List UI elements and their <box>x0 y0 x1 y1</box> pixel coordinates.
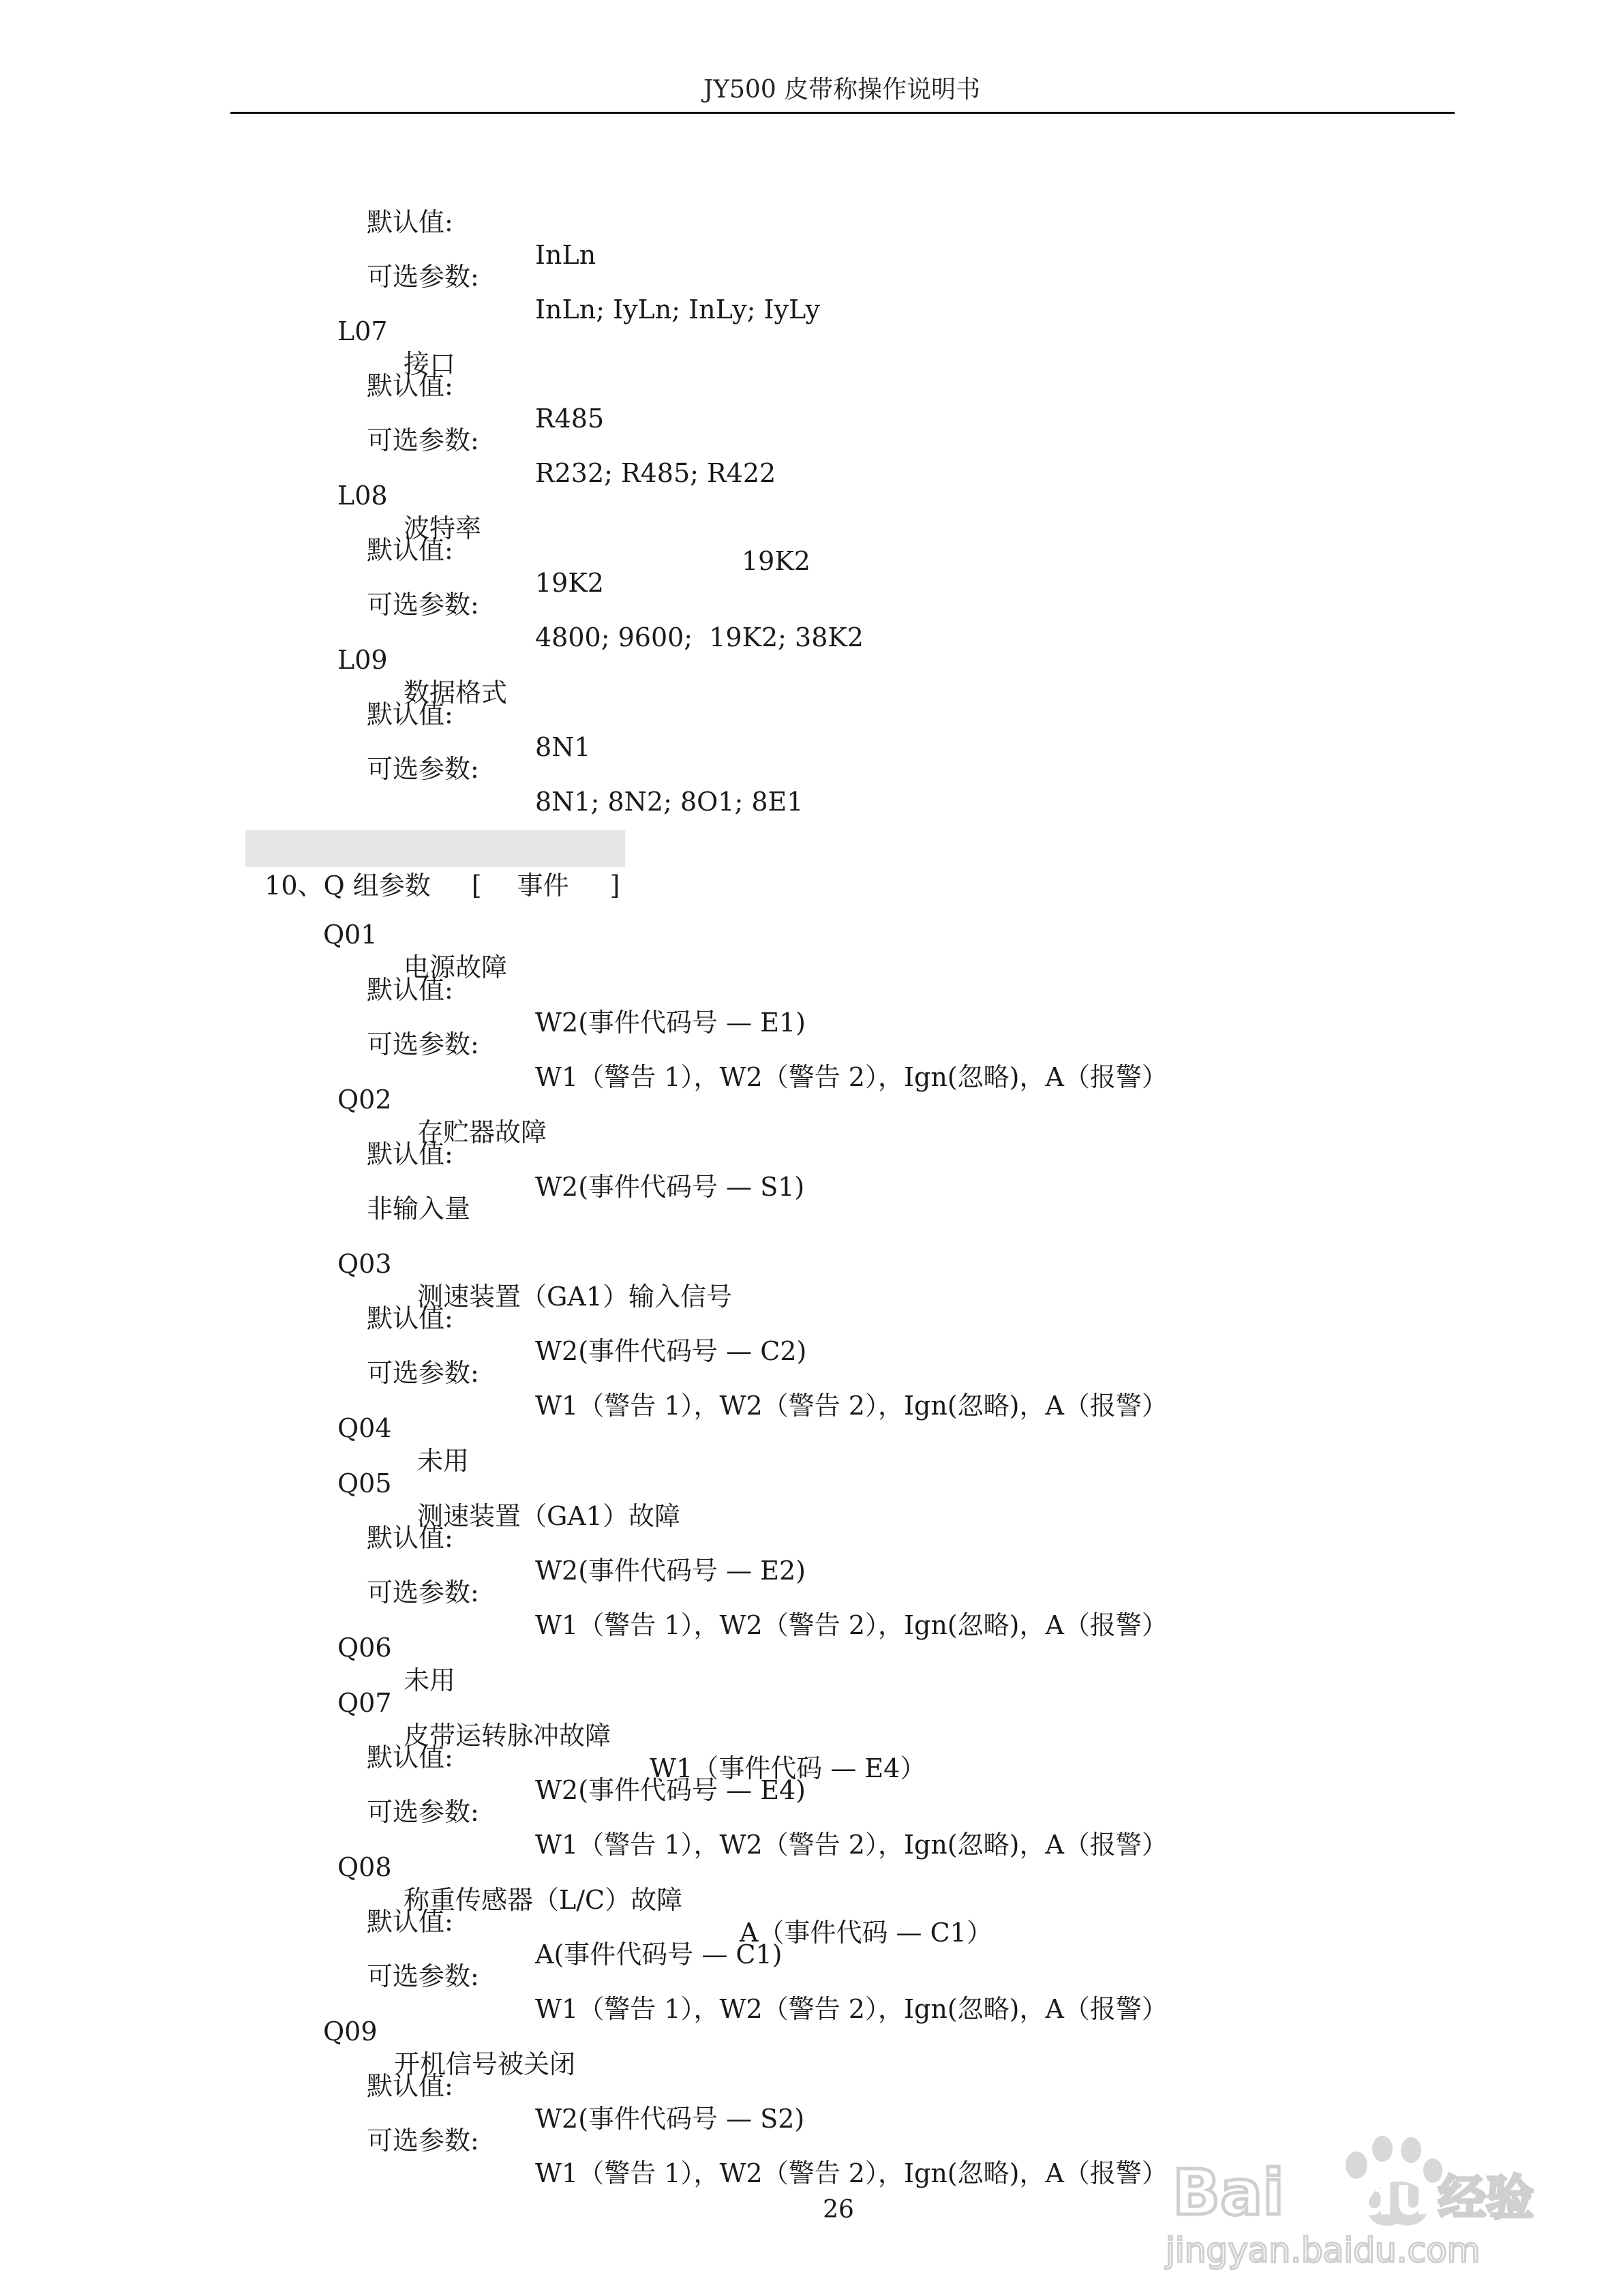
section-name: 事件 <box>517 871 569 901</box>
param-title: 数据格式 <box>404 678 508 708</box>
param-code: Q05 <box>337 1468 392 1498</box>
header-rule <box>230 112 1455 114</box>
default-label: 默认值: <box>367 1139 453 1169</box>
default-value: W2(事件代码号 — C2) <box>535 1336 807 1366</box>
options-value: W1（警告 1），W2（警告 2），Ign(忽略)，A（报警） <box>535 2158 1168 2188</box>
default-label: 默认值: <box>367 207 453 237</box>
watermark-cn: 经验 <box>1438 2170 1534 2226</box>
param-title: 电源故障 <box>404 952 508 982</box>
default-value: W2(事件代码号 — S1) <box>535 1172 805 1202</box>
options-label: 可选参数: <box>367 262 479 292</box>
default-label: 默认值: <box>367 371 453 401</box>
options-value: W1（警告 1），W2（警告 2），Ign(忽略)，A（报警） <box>535 1062 1168 1092</box>
section-number: 10、Q 组参数 <box>264 871 431 901</box>
options-label: 可选参数: <box>367 1029 479 1059</box>
param-code: Q07 <box>337 1688 392 1718</box>
param-code: L08 <box>337 481 388 511</box>
default-value: W2(事件代码号 — S2) <box>535 2104 805 2134</box>
options-value: W1（警告 1），W2（警告 2），Ign(忽略)，A（报警） <box>535 1610 1168 1640</box>
default-label: 默认值: <box>367 1907 453 1937</box>
options-value: InLn; IyLn; InLy; IyLy <box>535 294 821 324</box>
options-value: W1（警告 1），W2（警告 2），Ign(忽略)，A（报警） <box>535 1391 1168 1421</box>
watermark-brand-du: du <box>1356 2166 1433 2227</box>
default-value: R485 <box>535 404 605 434</box>
options-label: 可选参数: <box>367 590 479 620</box>
default-label: 默认值: <box>367 1742 453 1772</box>
options-value: W1（警告 1），W2（警告 2），Ign(忽略)，A（报警） <box>535 1830 1168 1860</box>
section-bracket-close: ] <box>609 871 620 901</box>
non-input-label: 非输入量 <box>367 1194 471 1224</box>
param-code: Q03 <box>337 1249 392 1279</box>
options-value: 4800; 9600; 19K2; 38K2 <box>535 622 864 652</box>
default-value: W2(事件代码号 — E4) <box>535 1775 806 1805</box>
default-value: 8N1 <box>535 732 591 762</box>
default-label: 默认值: <box>367 535 453 565</box>
param-title: 皮带运转脉冲故障 <box>404 1721 611 1751</box>
options-label: 可选参数: <box>367 1961 479 1991</box>
param-title: 测速装置（GA1）故障 <box>417 1501 680 1531</box>
options-value: W1（警告 1），W2（警告 2），Ign(忽略)，A（报警） <box>535 1994 1168 2024</box>
options-label: 可选参数: <box>367 1358 479 1388</box>
default-label: 默认值: <box>367 2071 453 2101</box>
param-extra: 19K2 <box>742 546 810 576</box>
document-header: JY500 皮带称操作说明书 <box>703 76 981 104</box>
param-code: Q06 <box>337 1633 392 1663</box>
default-label: 默认值: <box>367 1523 453 1553</box>
param-code: Q01 <box>323 920 378 950</box>
options-value: R232; R485; R422 <box>535 458 776 488</box>
baidu-jingyan-watermark-logo <box>1152 2100 1547 2277</box>
param-title: 未用 <box>404 1665 456 1695</box>
default-label: 默认值: <box>367 699 453 729</box>
page-number: 26 <box>823 2196 854 2224</box>
param-title: 测速装置（GA1）输入信号 <box>417 1282 732 1312</box>
options-value: 8N1; 8N2; 8O1; 8E1 <box>535 787 804 817</box>
param-code: Q02 <box>337 1085 392 1115</box>
param-code: Q04 <box>337 1413 392 1443</box>
default-value: InLn <box>535 240 596 270</box>
watermark-brand: Bai <box>1172 2156 1284 2229</box>
default-label: 默认值: <box>367 1303 453 1333</box>
options-label: 可选参数: <box>367 1797 479 1827</box>
param-extra: A（事件代码 — C1） <box>740 1918 992 1948</box>
param-title: 未用 <box>417 1446 470 1476</box>
default-label: 默认值: <box>367 975 453 1005</box>
watermark-url: jingyan.baidu.com <box>1166 2231 1481 2270</box>
l09-options-row <box>0 720 804 818</box>
param-extra: W1（事件代码 — E4） <box>650 1753 926 1783</box>
param-code: Q09 <box>323 2016 378 2046</box>
section-heading <box>245 830 625 901</box>
param-title: 开机信号被关闭 <box>394 2049 576 2079</box>
param-title: 接口 <box>404 349 456 379</box>
default-value: A(事件代码号 — C1) <box>535 1939 783 1969</box>
param-code: L07 <box>337 316 388 346</box>
default-value: W2(事件代码号 — E1) <box>535 1008 806 1038</box>
default-value: W2(事件代码号 — E2) <box>535 1556 806 1586</box>
section-bracket-open: [ <box>471 871 482 901</box>
options-label: 可选参数: <box>367 2126 479 2156</box>
param-code: L09 <box>337 645 388 675</box>
options-label: 可选参数: <box>367 1577 479 1607</box>
param-title: 波特率 <box>404 513 482 543</box>
options-label: 可选参数: <box>367 425 479 455</box>
param-code: Q08 <box>337 1852 392 1882</box>
param-title: 存贮器故障 <box>417 1117 547 1147</box>
options-label: 可选参数: <box>367 754 479 784</box>
param-title: 称重传感器（L/C）故障 <box>404 1885 683 1915</box>
default-value: 19K2 <box>535 568 604 598</box>
